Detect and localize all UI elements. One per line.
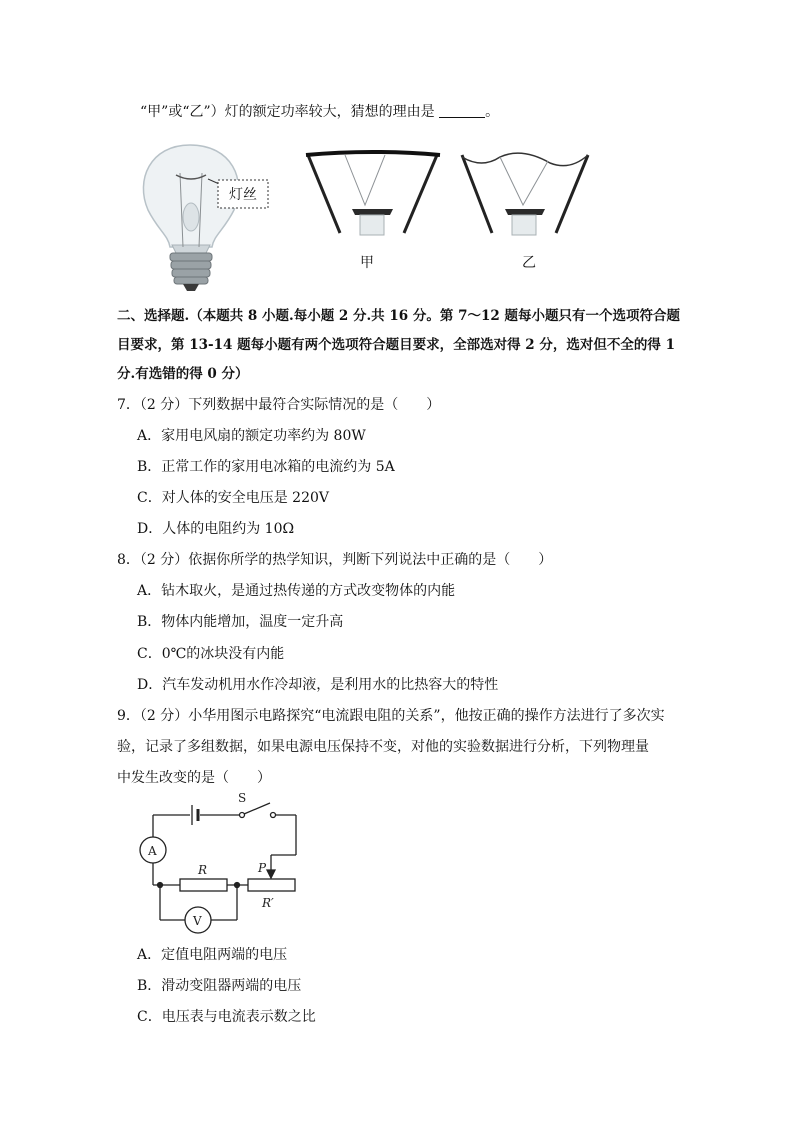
section-heading-line-1: 二、选择题.（本题共 8 小题.每小题 2 分.共 16 分。第 7～12 题每小题只有一个选项符合题 xyxy=(117,308,680,324)
switch-blade xyxy=(244,803,270,814)
question-8-stem: 8．（2 分）依据你所学的热学知识，判断下列说法中正确的是（ ） xyxy=(117,552,553,568)
bulb-figure xyxy=(0,135,794,295)
rheostat-label: R′ xyxy=(262,896,274,910)
question-9-stem-line-1: 9．（2 分）小华用图示电路探究“电流跟电阻的关系”，他按正确的操作方法进行了多次实 xyxy=(117,708,665,724)
caption-yi: 乙 xyxy=(522,255,536,271)
q8-option-c[interactable]: C．0℃的冰块没有内能 xyxy=(137,646,285,662)
circuit-diagram xyxy=(130,790,330,940)
answer-blank[interactable] xyxy=(439,103,485,118)
q7-option-b[interactable]: B．正常工作的家用电冰箱的电流约为 5A xyxy=(137,459,395,475)
switch-contact-right xyxy=(271,813,276,818)
light-bulb-image xyxy=(143,145,238,291)
ammeter-label: A xyxy=(148,844,157,858)
fixed-resistor xyxy=(180,879,227,891)
resistor-label: R xyxy=(198,863,208,877)
q7-option-c[interactable]: C．对人体的安全电压是 220V xyxy=(137,490,329,506)
section-heading-line-2: 目要求，第 13-14 题每小题有两个选项符合题目要求，全部选对得 2 分，选对但不全的得 1 xyxy=(117,337,675,353)
switch-label: S xyxy=(238,791,247,805)
q8-option-d[interactable]: D．汽车发动机用水作冷却液，是利用水的比热容大的特性 xyxy=(137,677,499,693)
switch-contact-left xyxy=(240,813,245,818)
q9-option-b[interactable]: B．滑动变阻器两端的电压 xyxy=(137,978,302,994)
slider-arrow xyxy=(267,870,275,878)
voltmeter-label: V xyxy=(193,914,202,928)
q7-option-a[interactable]: A．家用电风扇的额定功率约为 80W xyxy=(137,428,366,444)
q9-option-c[interactable]: C．电压表与电流表示数之比 xyxy=(137,1009,316,1025)
q8-option-b[interactable]: B．物体内能增加，温度一定升高 xyxy=(137,614,344,630)
question-7-stem: 7．（2 分）下列数据中最符合实际情况的是（ ） xyxy=(117,397,441,413)
intro-line xyxy=(140,103,499,121)
section-heading-line-3: 分.有选错的得 0 分） xyxy=(117,366,249,382)
filament-label: 灯丝 xyxy=(229,187,257,203)
q8-option-a[interactable]: A．钻木取火，是通过热传递的方式改变物体的内能 xyxy=(137,583,456,599)
intro-end: 。 xyxy=(485,104,500,120)
question-9-stem-line-2: 验，记录了多组数据，如果电源电压保持不变，对他的实验数据进行分析，下列物理量 xyxy=(117,739,649,755)
caption-jia: 甲 xyxy=(360,255,374,271)
q7-option-d[interactable]: D．人体的电阻约为 10Ω xyxy=(137,521,295,537)
bulb-yi-image xyxy=(457,149,591,235)
bulb-jia-image xyxy=(303,149,445,235)
question-9-stem-line-3: 中发生改变的是（ ） xyxy=(117,770,271,786)
rheostat xyxy=(248,879,295,891)
slider-label: P xyxy=(258,861,267,875)
q9-option-a[interactable]: A．定值电阻两端的电压 xyxy=(137,947,288,963)
intro-text: “甲”或“乙”）灯的额定功率较大，猜想的理由是 xyxy=(140,104,435,120)
